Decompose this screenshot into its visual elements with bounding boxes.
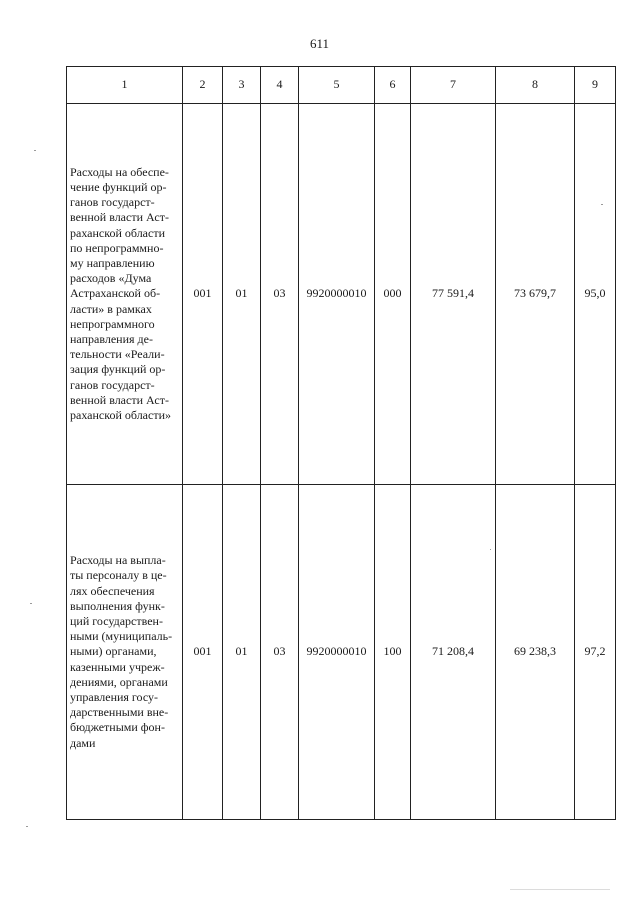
table-cell: 03 [261, 485, 299, 820]
table-header-row [67, 67, 616, 104]
table-cell: 000 [375, 104, 411, 485]
budget-table [66, 66, 616, 820]
table-cell: 95,0 [575, 104, 616, 485]
row-description: Расходы на выпла- ты персоналу в це- лях обеспечения выполнения функ- ций государствен- ными (муниципаль- ными) органами, казенными учреж- дениями, органами управления госу- дарственными вне- бюджетными фон- дами [70, 553, 173, 750]
column-header: 7 [411, 67, 496, 104]
column-header: 6 [375, 67, 411, 104]
row-description-cell [67, 485, 183, 820]
column-header: 4 [261, 67, 299, 104]
scan-speck [34, 150, 36, 151]
scan-speck [30, 603, 32, 604]
scan-speck [601, 204, 603, 205]
table-cell: 9920000010 [299, 485, 375, 820]
table-cell: 01 [223, 104, 261, 485]
table-cell: 9920000010 [299, 104, 375, 485]
column-header: 5 [299, 67, 375, 104]
table-cell: 77 591,4 [411, 104, 496, 485]
table-cell: 97,2 [575, 485, 616, 820]
table-row [67, 485, 616, 820]
table-cell: 01 [223, 485, 261, 820]
table-cell: 03 [261, 104, 299, 485]
page-number: 611 [309, 36, 330, 51]
column-header: 3 [223, 67, 261, 104]
scan-speck [26, 826, 28, 827]
row-description-cell [67, 104, 183, 485]
column-header: 2 [183, 67, 223, 104]
table-cell: 71 208,4 [411, 485, 496, 820]
table-cell: 001 [183, 485, 223, 820]
table-cell: 69 238,3 [496, 485, 575, 820]
row-description: Расходы на обеспе- чение функций ор- ганов государст- венной власти Аст- раханской области по непрограммно- му направлению расходов «Дума Астраханской об- ласти» в рамках непрограммного направления де- тельности «Реали- зация функций ор- ганов государст- венной власти Аст- раханской области» [70, 164, 171, 423]
column-header: 1 [67, 67, 183, 104]
table-cell: 001 [183, 104, 223, 485]
table-cell: 100 [375, 485, 411, 820]
table-row [67, 104, 616, 485]
column-header: 8 [496, 67, 575, 104]
table-cell: 73 679,7 [496, 104, 575, 485]
scan-speck [510, 889, 610, 890]
column-header: 9 [575, 67, 616, 104]
scan-speck [490, 549, 491, 550]
